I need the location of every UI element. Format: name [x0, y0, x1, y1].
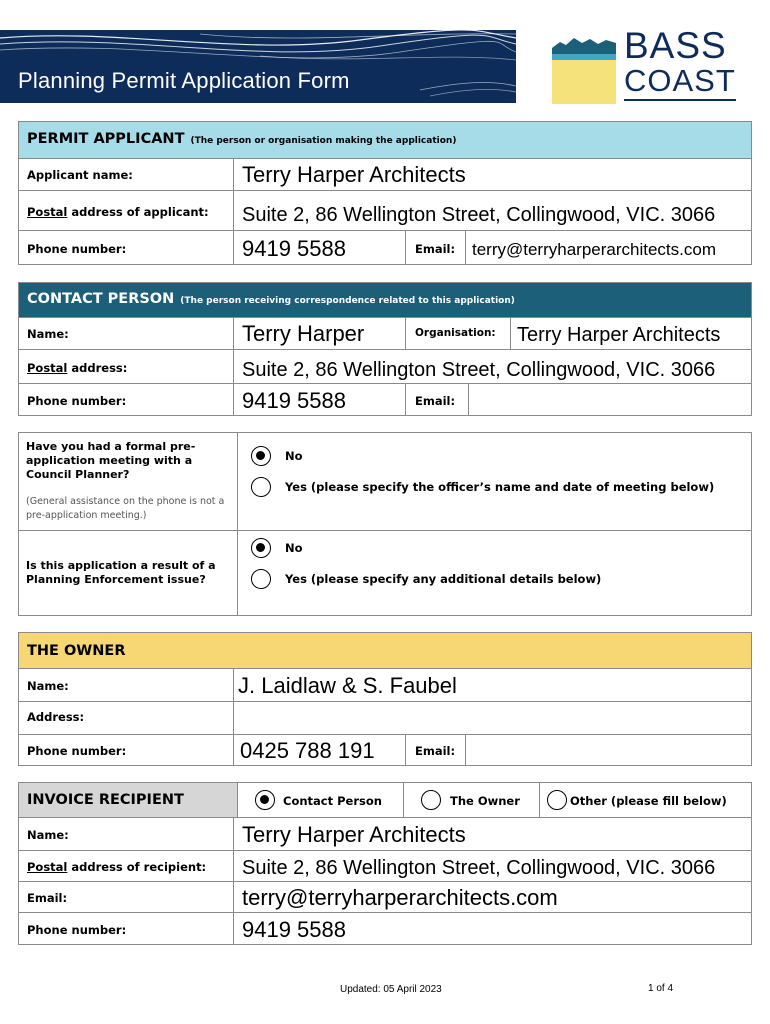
invoice-name-field[interactable]	[233, 817, 752, 851]
contact-org-label: Organisation:	[415, 327, 496, 339]
applicant-phone-field[interactable]	[233, 230, 406, 265]
owner-name-label-cell	[18, 668, 234, 702]
permit-applicant-subtitle: (The person or organisation making the application)	[190, 136, 457, 146]
invoice-recipient-title: INVOICE RECIPIENT	[27, 792, 184, 808]
footer-page-number: 1 of 4	[648, 983, 674, 994]
applicant-address-field[interactable]	[233, 190, 752, 231]
contact-org-label-cell	[405, 317, 511, 350]
logo-text-coast: COAST	[624, 63, 736, 98]
pre-application-question-cell	[18, 432, 238, 531]
invoice-owner-radio[interactable]	[421, 790, 441, 810]
pre-application-options-cell	[237, 432, 752, 531]
enforcement-no-radio[interactable]	[251, 538, 271, 558]
logo-text-bass: BASS	[624, 25, 727, 66]
form-header-banner	[0, 30, 516, 103]
invoice-email-label-cell	[18, 881, 234, 913]
enforcement-options-cell	[237, 530, 752, 616]
applicant-phone-label: Phone number:	[27, 242, 127, 256]
owner-email-label-cell	[405, 734, 466, 766]
enforcement-yes-label: Yes (please specify any additional details below)	[285, 572, 602, 586]
invoice-email-label: Email:	[27, 891, 68, 905]
contact-name-label-cell	[18, 317, 234, 350]
pre-application-no-radio[interactable]	[251, 446, 271, 466]
applicant-phone-label-cell	[18, 230, 234, 265]
owner-phone-field[interactable]	[233, 734, 406, 766]
contact-email-field[interactable]	[468, 383, 752, 416]
contact-name-label: Name:	[27, 327, 69, 341]
pre-application-yes-radio[interactable]	[251, 477, 271, 497]
invoice-phone-value: 9419 5588	[242, 917, 346, 942]
invoice-recipient-header	[18, 782, 238, 818]
invoice-name-value: Terry Harper Architects	[242, 822, 466, 847]
footer-updated-date: Updated: 05 April 2023	[340, 984, 442, 995]
invoice-name-label-cell	[18, 817, 234, 851]
contact-address-field[interactable]	[233, 349, 752, 384]
logo-mark-icon	[552, 30, 616, 104]
contact-address-label: Postal address:	[27, 361, 128, 375]
applicant-address-label: Postal address of applicant:	[27, 205, 209, 219]
invoice-option-other-cell[interactable]	[539, 782, 752, 818]
applicant-email-label: Email:	[415, 242, 456, 256]
owner-title: THE OWNER	[27, 643, 126, 659]
pre-application-no-label: No	[285, 449, 303, 463]
contact-phone-value: 9419 5588	[242, 388, 346, 413]
owner-email-field[interactable]	[465, 734, 752, 766]
contact-phone-field[interactable]	[233, 383, 406, 416]
enforcement-yes-radio[interactable]	[251, 569, 271, 589]
contact-address-value: Suite 2, 86 Wellington Street, Collingwood, VIC. 3066	[242, 359, 716, 381]
invoice-phone-field[interactable]	[233, 912, 752, 945]
bass-coast-logo	[552, 25, 742, 105]
contact-name-field[interactable]	[233, 317, 406, 350]
contact-email-label: Email:	[415, 394, 456, 408]
logo-underline	[624, 99, 736, 101]
permit-applicant-title: PERMIT APPLICANT	[27, 131, 185, 147]
contact-email-label-cell	[405, 383, 469, 416]
enforcement-no-label: No	[285, 541, 303, 555]
enforcement-question-text: Is this application a result of a Planning Enforcement issue?	[26, 559, 216, 586]
permit-applicant-header	[18, 121, 752, 159]
owner-name-label: Name:	[27, 679, 69, 693]
invoice-phone-label-cell	[18, 912, 234, 945]
invoice-contact-label: Contact Person	[283, 794, 382, 808]
form-title: Planning Permit Application Form	[18, 68, 350, 93]
applicant-phone-value: 9419 5588	[242, 236, 346, 261]
contact-person-subtitle: (The person receiving correspondence related to this application)	[180, 296, 515, 306]
applicant-email-value: terry@terryharperarchitects.com	[472, 240, 716, 259]
owner-name-field[interactable]	[233, 668, 752, 702]
owner-address-label-cell	[18, 701, 234, 735]
invoice-email-value: terry@terryharperarchitects.com	[242, 885, 558, 910]
contact-person-header	[18, 282, 752, 318]
owner-header	[18, 632, 752, 669]
invoice-owner-label: The Owner	[450, 794, 520, 808]
invoice-address-field[interactable]	[233, 850, 752, 882]
owner-address-field[interactable]	[233, 701, 752, 735]
applicant-name-value: Terry Harper Architects	[242, 162, 466, 187]
invoice-address-label: Postal address of recipient:	[27, 860, 207, 874]
invoice-address-value: Suite 2, 86 Wellington Street, Collingwood, VIC. 3066	[242, 857, 716, 879]
owner-address-label: Address:	[27, 710, 85, 724]
applicant-address-label-cell	[18, 190, 234, 231]
contact-name-value: Terry Harper	[242, 321, 365, 346]
applicant-address-value: Suite 2, 86 Wellington Street, Collingwood, VIC. 3066	[242, 204, 716, 226]
applicant-email-field[interactable]	[465, 230, 752, 265]
invoice-other-label: Other (please fill below)	[570, 794, 727, 808]
applicant-email-label-cell	[405, 230, 466, 265]
enforcement-question-cell	[18, 530, 238, 616]
contact-address-label-cell	[18, 349, 234, 384]
owner-email-label: Email:	[415, 744, 456, 758]
contact-org-field[interactable]	[510, 317, 752, 350]
owner-name-value: J. Laidlaw & S. Faubel	[238, 673, 457, 698]
pre-application-note: (General assistance on the phone is not a pre-application meeting.)	[26, 496, 225, 521]
owner-phone-label-cell	[18, 734, 234, 766]
invoice-contact-radio[interactable]	[255, 790, 275, 810]
applicant-name-label-cell	[18, 158, 234, 191]
applicant-name-label: Applicant name:	[27, 168, 133, 182]
invoice-option-contact-cell[interactable]	[237, 782, 404, 818]
invoice-phone-label: Phone number:	[27, 923, 127, 937]
applicant-name-field[interactable]	[233, 158, 752, 191]
owner-phone-label: Phone number:	[27, 744, 127, 758]
owner-phone-value: 0425 788 191	[240, 738, 375, 763]
invoice-address-label-cell	[18, 850, 234, 882]
contact-person-title: CONTACT PERSON	[27, 291, 175, 307]
invoice-other-radio[interactable]	[547, 790, 567, 810]
invoice-email-field[interactable]	[233, 881, 752, 913]
contact-phone-label-cell	[18, 383, 234, 416]
contact-org-value: Terry Harper Architects	[517, 324, 721, 346]
contact-phone-label: Phone number:	[27, 394, 127, 408]
invoice-option-owner-cell[interactable]	[403, 782, 540, 818]
pre-application-question-text: Have you had a formal pre-application meeting with a Council Planner?	[26, 440, 196, 481]
pre-application-yes-label: Yes (please specify the officer’s name and date of meeting below)	[285, 480, 715, 494]
invoice-name-label: Name:	[27, 828, 69, 842]
